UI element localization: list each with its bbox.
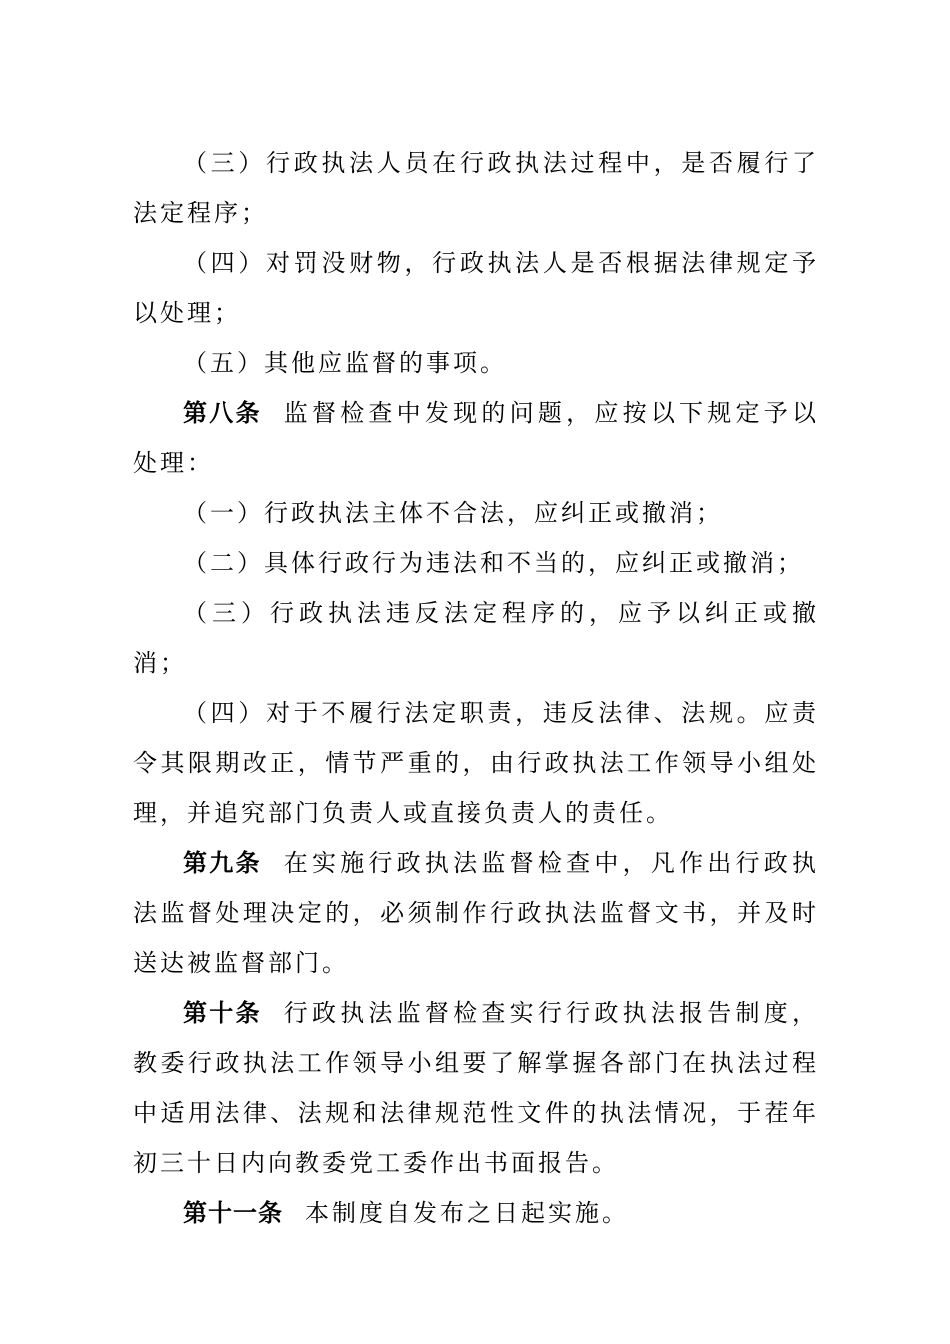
paragraph-text: （三）行政执法违反法定程序的，应予以纠正或撤消；: [133, 599, 819, 677]
article-number: 第十条: [183, 999, 262, 1027]
clause-paragraph: [133, 538, 819, 588]
paragraph-text: 行政执法监督检查实行行政执法报告制度，教委行政执法工作领导小组要了解掌握各部门在执法过程中适用法律、法规和法律规范性文件的执法情况，于茬年初三十日内向教委党工委作出书面报告。: [133, 999, 820, 1177]
paragraph-text: 在实施行政执法监督检查中，凡作出行政执法监督处理决定的，必须制作行政执法监督文书，并及时送达被监督部门。: [133, 849, 820, 977]
article-number: 第九条: [183, 849, 262, 877]
article-paragraph: [133, 388, 819, 488]
clause-paragraph: [133, 138, 819, 238]
paragraph-text: （四）对罚没财物，行政执法人是否根据法律规定予以处理；: [133, 249, 819, 327]
paragraph-text: （一）行政执法主体不合法，应纠正或撤消；: [183, 499, 723, 527]
clause-paragraph: [133, 588, 819, 688]
clause-paragraph: [133, 688, 819, 838]
clause-paragraph: [133, 238, 819, 338]
article-number: 第十一条: [183, 1199, 283, 1227]
article-paragraph: [133, 1188, 819, 1238]
paragraph-text: （三）行政执法人员在行政执法过程中，是否履行了法定程序；: [133, 149, 819, 227]
paragraph-text: （四）对于不履行法定职责，违反法律、法规。应责令其限期改正，情节严重的，由行政执法工作领导小组处理，并追究部门负责人或直接负责人的责任。: [133, 699, 819, 827]
article-number: 第八条: [183, 399, 262, 427]
paragraph-text: （五）其他应监督的事项。: [183, 349, 507, 377]
paragraph-text: 本制度自发布之日起实施。: [305, 1199, 629, 1227]
article-paragraph: [133, 838, 819, 988]
paragraph-text: （二）具体行政行为违法和不当的，应纠正或撤消；: [183, 549, 804, 577]
clause-paragraph: [133, 488, 819, 538]
article-paragraph: [133, 988, 819, 1188]
document-body: [133, 138, 819, 1238]
paragraph-text: 监督检查中发现的问题，应按以下规定予以处理：: [133, 399, 820, 477]
clause-paragraph: [133, 338, 819, 388]
